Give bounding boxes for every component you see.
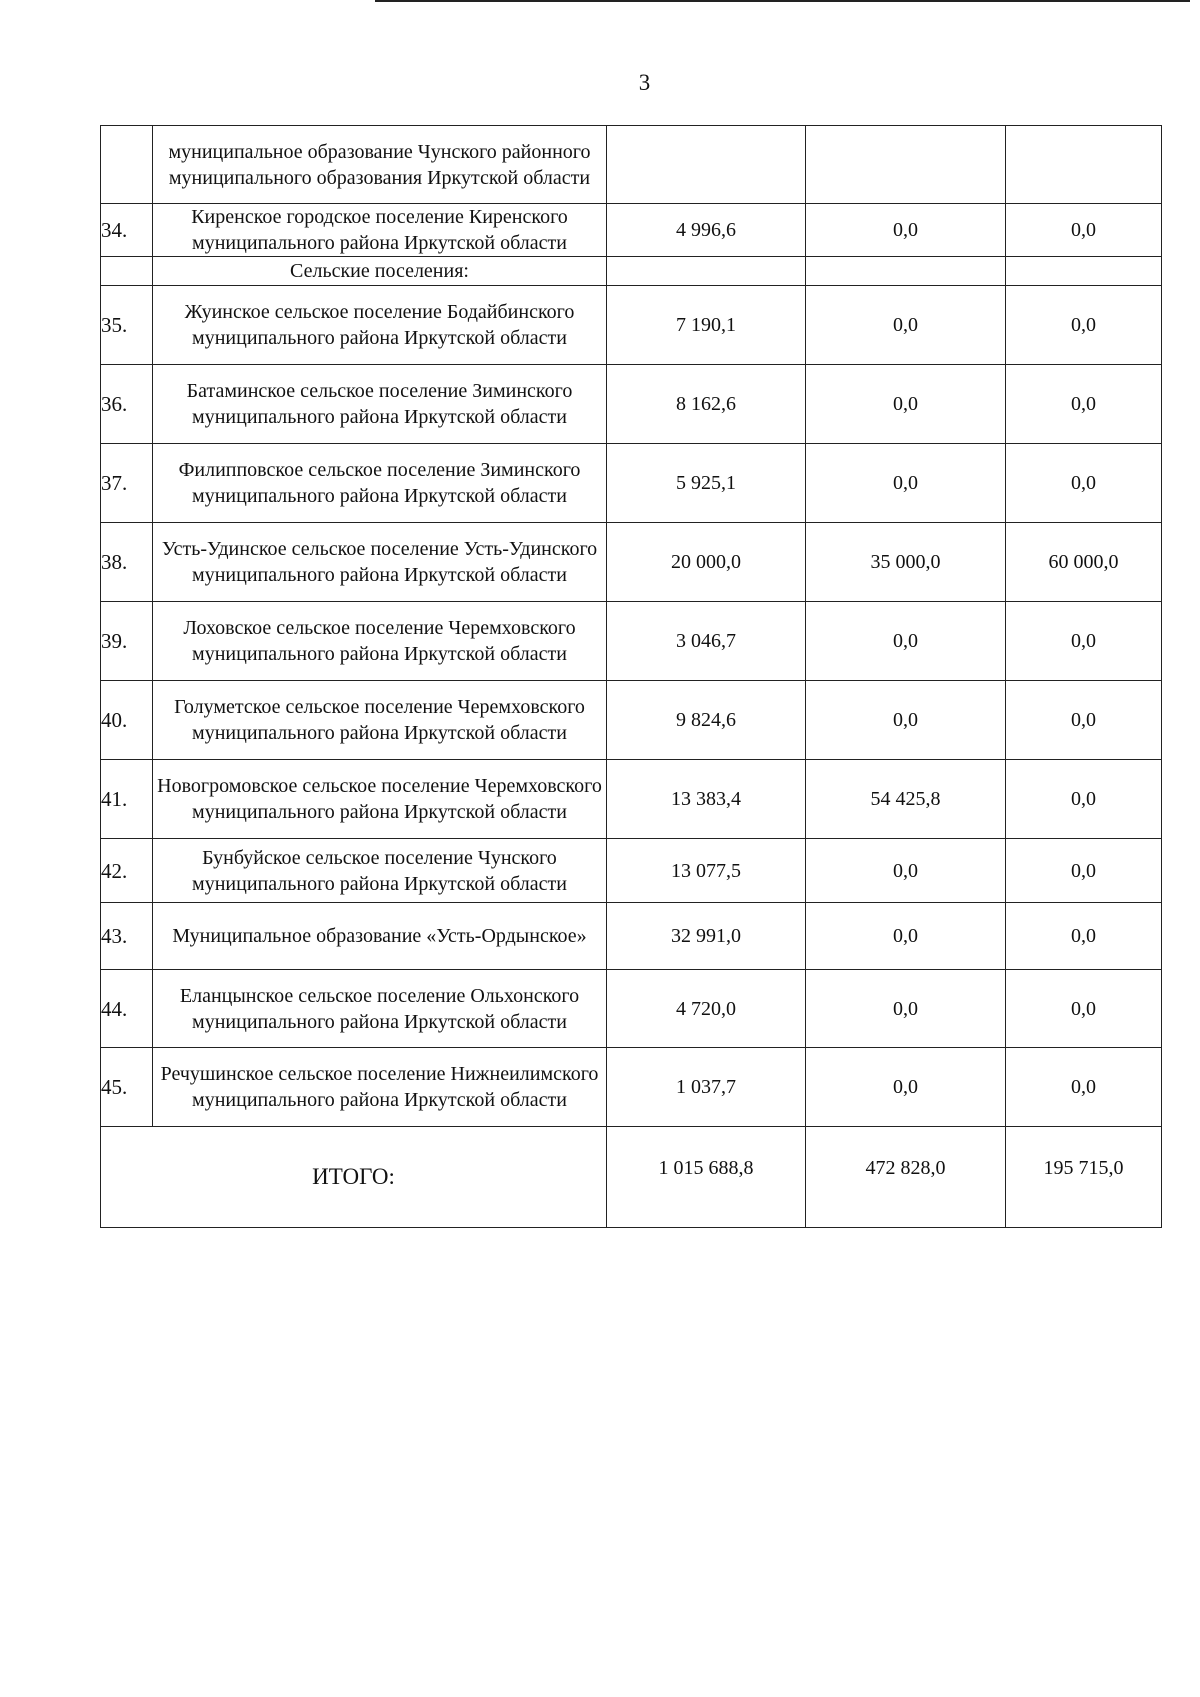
row-name: Батаминское сельское поселение Зиминского муниципального района Иркутской области bbox=[153, 365, 607, 444]
table-row bbox=[101, 365, 1162, 444]
table-row bbox=[101, 1048, 1162, 1127]
row-value-2: 0,0 bbox=[806, 286, 1006, 365]
row-value-2: 0,0 bbox=[806, 1048, 1006, 1127]
row-value-2: 54 425,8 bbox=[806, 760, 1006, 839]
table-row bbox=[101, 204, 1162, 257]
row-value-1: 32 991,0 bbox=[607, 903, 806, 970]
top-rule bbox=[375, 0, 1190, 2]
row-value-3 bbox=[1006, 126, 1162, 204]
row-number: 43. bbox=[101, 903, 153, 970]
total-value-2: 472 828,0 bbox=[806, 1127, 1006, 1228]
row-number: 44. bbox=[101, 970, 153, 1048]
row-value-1: 9 824,6 bbox=[607, 681, 806, 760]
row-value-2: 0,0 bbox=[806, 903, 1006, 970]
row-value-3: 60 000,0 bbox=[1006, 523, 1162, 602]
row-value-2: 0,0 bbox=[806, 681, 1006, 760]
row-name: Бунбуйское сельское поселение Чунского муниципального района Иркутской области bbox=[153, 839, 607, 903]
row-value-2: 0,0 bbox=[806, 204, 1006, 257]
table-row bbox=[101, 444, 1162, 523]
row-number: 39. bbox=[101, 602, 153, 681]
row-value-3: 0,0 bbox=[1006, 970, 1162, 1048]
row-name: Филипповское сельское поселение Зиминского муниципального района Иркутской области bbox=[153, 444, 607, 523]
row-value-2: 0,0 bbox=[806, 839, 1006, 903]
row-number bbox=[101, 126, 153, 204]
row-value-1: 13 077,5 bbox=[607, 839, 806, 903]
row-value-3: 0,0 bbox=[1006, 1048, 1162, 1127]
row-value-3: 0,0 bbox=[1006, 204, 1162, 257]
row-name: муниципальное образование Чунского районного муниципального образования Иркутской области bbox=[153, 126, 607, 204]
row-number: 36. bbox=[101, 365, 153, 444]
row-value-3: 0,0 bbox=[1006, 365, 1162, 444]
total-row bbox=[101, 1127, 1162, 1228]
row-value-3: 0,0 bbox=[1006, 839, 1162, 903]
row-value-1: 13 383,4 bbox=[607, 760, 806, 839]
total-label: ИТОГО: bbox=[101, 1127, 607, 1228]
row-value-1: 8 162,6 bbox=[607, 365, 806, 444]
row-number: 34. bbox=[101, 204, 153, 257]
row-name: Голуметское сельское поселение Черемховского муниципального района Иркутской области bbox=[153, 681, 607, 760]
subheader-rural-settlements: Сельские поселения: bbox=[153, 257, 607, 286]
row-number: 41. bbox=[101, 760, 153, 839]
row-name: Речушинское сельское поселение Нижнеилимского муниципального района Иркутской области bbox=[153, 1048, 607, 1127]
row-number: 38. bbox=[101, 523, 153, 602]
row-value-3: 0,0 bbox=[1006, 681, 1162, 760]
row-name: Лоховское сельское поселение Черемховского муниципального района Иркутской области bbox=[153, 602, 607, 681]
row-value-1: 1 037,7 bbox=[607, 1048, 806, 1127]
table-row bbox=[101, 760, 1162, 839]
row-value-2 bbox=[806, 126, 1006, 204]
row-value-3: 0,0 bbox=[1006, 903, 1162, 970]
table-row bbox=[101, 681, 1162, 760]
page-number: 3 bbox=[638, 70, 651, 95]
budget-table bbox=[100, 125, 1162, 1228]
table-row bbox=[101, 903, 1162, 970]
row-number: 37. bbox=[101, 444, 153, 523]
row-value-3: 0,0 bbox=[1006, 286, 1162, 365]
table-row bbox=[101, 126, 1162, 204]
row-value-1: 7 190,1 bbox=[607, 286, 806, 365]
row-value-2: 0,0 bbox=[806, 444, 1006, 523]
row-value-1: 20 000,0 bbox=[607, 523, 806, 602]
table-subheader bbox=[101, 257, 1162, 286]
row-name: Киренское городское поселение Киренского муниципального района Иркутской области bbox=[153, 204, 607, 257]
row-value-3: 0,0 bbox=[1006, 760, 1162, 839]
row-value-2: 0,0 bbox=[806, 970, 1006, 1048]
row-value-1: 4 720,0 bbox=[607, 970, 806, 1048]
row-number: 40. bbox=[101, 681, 153, 760]
row-value-1 bbox=[607, 126, 806, 204]
row-number: 45. bbox=[101, 1048, 153, 1127]
row-name: Новогромовское сельское поселение Черемховского муниципального района Иркутской области bbox=[153, 760, 607, 839]
row-value-3: 0,0 bbox=[1006, 444, 1162, 523]
total-value-3: 195 715,0 bbox=[1006, 1127, 1162, 1228]
row-value-2: 0,0 bbox=[806, 365, 1006, 444]
row-name: Усть-Удинское сельское поселение Усть-Удинского муниципального района Иркутской области bbox=[153, 523, 607, 602]
row-name: Еланцынское сельское поселение Ольхонского муниципального района Иркутской области bbox=[153, 970, 607, 1048]
row-number: 35. bbox=[101, 286, 153, 365]
table-row bbox=[101, 602, 1162, 681]
row-value-3: 0,0 bbox=[1006, 602, 1162, 681]
row-value-1: 5 925,1 bbox=[607, 444, 806, 523]
row-value-2: 35 000,0 bbox=[806, 523, 1006, 602]
row-name: Муниципальное образование «Усть-Ордынское» bbox=[153, 903, 607, 970]
table-row bbox=[101, 286, 1162, 365]
row-name: Жуинское сельское поселение Бодайбинского муниципального района Иркутской области bbox=[153, 286, 607, 365]
table-row bbox=[101, 970, 1162, 1048]
table-row bbox=[101, 523, 1162, 602]
table-row bbox=[101, 839, 1162, 903]
row-value-1: 4 996,6 bbox=[607, 204, 806, 257]
total-value-1: 1 015 688,8 bbox=[607, 1127, 806, 1228]
row-value-2: 0,0 bbox=[806, 602, 1006, 681]
row-value-1: 3 046,7 bbox=[607, 602, 806, 681]
row-number: 42. bbox=[101, 839, 153, 903]
